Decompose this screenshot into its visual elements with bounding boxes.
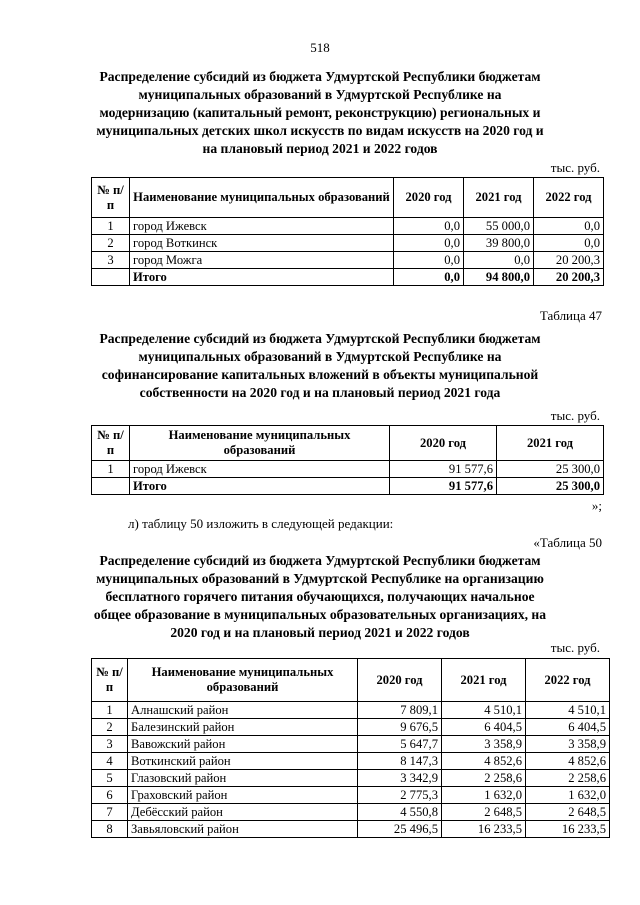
row-name: Глазовский район (128, 770, 358, 787)
table-row (92, 702, 610, 719)
row-2020: 4 550,8 (358, 804, 442, 821)
row-num: 4 (92, 753, 128, 770)
row-name: Алнашский район (128, 702, 358, 719)
total-2020: 91 577,6 (390, 478, 497, 495)
row-name: город Ижевск (130, 461, 390, 478)
row-num: 3 (92, 252, 130, 269)
row-2022: 4 510,1 (526, 702, 610, 719)
row-2022: 16 233,5 (526, 821, 610, 838)
row-name: Воткинский район (128, 753, 358, 770)
row-2022: 2 258,6 (526, 770, 610, 787)
title-line: муниципальных детских школ искусств по видам искусств на 2020 год и (96, 123, 544, 138)
row-2021: 3 358,9 (442, 736, 526, 753)
row-2020: 0,0 (394, 252, 464, 269)
header-num: № п/п (92, 178, 130, 218)
total-2020: 0,0 (394, 269, 464, 286)
title-line: Распределение субсидий из бюджета Удмуртской Республики бюджетам (99, 69, 541, 84)
section2-closing-quote: »; (591, 498, 602, 513)
row-name: Вавожский район (128, 736, 358, 753)
row-name: Балезинский район (128, 719, 358, 736)
row-name: Завьяловский район (128, 821, 358, 838)
row-num: 5 (92, 770, 128, 787)
table-total-row (92, 269, 604, 286)
table-row (92, 770, 610, 787)
header-num: № п/п (92, 659, 128, 702)
row-num: 1 (92, 218, 130, 235)
row-name: город Можга (130, 252, 394, 269)
row-num: 6 (92, 787, 128, 804)
row-2020: 5 647,7 (358, 736, 442, 753)
row-2022: 2 648,5 (526, 804, 610, 821)
row-2022: 0,0 (534, 235, 604, 252)
row-2020: 8 147,3 (358, 753, 442, 770)
row-2020: 25 496,5 (358, 821, 442, 838)
row-2022: 1 632,0 (526, 787, 610, 804)
row-2021: 4 852,6 (442, 753, 526, 770)
section3-unit: тыс. руб. (550, 640, 600, 655)
title-line: муниципальных образований в Удмуртской Республике на (138, 87, 502, 102)
title-line: софинансирование капитальных вложений в объекты муниципальной (101, 367, 539, 382)
row-num: 2 (92, 235, 130, 252)
title-line: собственности на 2020 год и на плановый период 2021 года (139, 385, 501, 400)
row-2021: 16 233,5 (442, 821, 526, 838)
row-2020: 91 577,6 (390, 461, 497, 478)
row-num: 7 (92, 804, 128, 821)
table-row (92, 461, 604, 478)
row-name: Граховский район (128, 787, 358, 804)
section2-title (90, 330, 550, 402)
title-line: модернизацию (капитальный ремонт, реконструкцию) региональных и (99, 105, 541, 120)
table-total-row (92, 478, 604, 495)
row-2022: 3 358,9 (526, 736, 610, 753)
title-line: на плановый период 2021 и 2022 годов (202, 141, 438, 156)
section2-unit: тыс. руб. (550, 408, 600, 423)
table-row (92, 821, 610, 838)
row-num: 2 (92, 719, 128, 736)
row-2021: 1 632,0 (442, 787, 526, 804)
title-line: Распределение субсидий из бюджета Удмуртской Республики бюджетам (99, 331, 541, 346)
table-row (92, 218, 604, 235)
header-2021: 2021 год (497, 426, 604, 461)
total-label: Итого (130, 478, 390, 495)
row-num: 8 (92, 821, 128, 838)
table-header-row (92, 178, 604, 218)
header-name: Наименование муниципальных образований (130, 178, 394, 218)
page-number: 518 (310, 40, 330, 55)
row-2021: 39 800,0 (464, 235, 534, 252)
section2-label: Таблица 47 (539, 308, 602, 323)
row-2020: 2 775,3 (358, 787, 442, 804)
row-2021: 2 648,5 (442, 804, 526, 821)
table-row (92, 235, 604, 252)
total-2021: 25 300,0 (497, 478, 604, 495)
table-row (92, 787, 610, 804)
table-row (92, 804, 610, 821)
row-num: 1 (92, 461, 130, 478)
header-2022: 2022 год (526, 659, 610, 702)
row-2021: 55 000,0 (464, 218, 534, 235)
section1-title (90, 68, 550, 158)
total-label: Итого (130, 269, 394, 286)
table-header-row (92, 426, 604, 461)
row-name: город Ижевск (130, 218, 394, 235)
row-2021: 4 510,1 (442, 702, 526, 719)
title-line: муниципальных образований в Удмуртской Республике на (138, 349, 502, 364)
header-2020: 2020 год (394, 178, 464, 218)
row-2020: 0,0 (394, 235, 464, 252)
row-2021: 6 404,5 (442, 719, 526, 736)
row-2022: 4 852,6 (526, 753, 610, 770)
header-2020: 2020 год (358, 659, 442, 702)
amendment-instruction: л) таблицу 50 изложить в следующей редакции: (128, 516, 394, 531)
row-2020: 9 676,5 (358, 719, 442, 736)
total-num-cell (92, 269, 130, 286)
title-line: Распределение субсидий из бюджета Удмуртской Республики бюджетам (99, 553, 541, 568)
table-row (92, 736, 610, 753)
row-2020: 0,0 (394, 218, 464, 235)
title-line: общее образование в муниципальных образовательных организациях, на (93, 607, 547, 622)
header-name: Наименование муниципальных образований (128, 659, 358, 702)
header-2021: 2021 год (442, 659, 526, 702)
total-2022: 20 200,3 (534, 269, 604, 286)
header-2021: 2021 год (464, 178, 534, 218)
header-2020: 2020 год (390, 426, 497, 461)
row-2020: 7 809,1 (358, 702, 442, 719)
section1-unit: тыс. руб. (550, 160, 600, 175)
section3-label: «Таблица 50 (533, 535, 602, 550)
header-2022: 2022 год (534, 178, 604, 218)
table-row (92, 252, 604, 269)
title-line: муниципальных образований в Удмуртской Республике на организацию (96, 571, 544, 586)
title-line: бесплатного горячего питания обучающихся, получающих начальное (105, 589, 535, 604)
section2-table (91, 425, 604, 495)
row-num: 3 (92, 736, 128, 753)
title-line: 2020 год и на плановый период 2021 и 2022 годов (170, 625, 470, 640)
section1-table (91, 177, 604, 286)
header-name: Наименование муниципальных образований (130, 426, 390, 461)
row-2021: 0,0 (464, 252, 534, 269)
total-2021: 94 800,0 (464, 269, 534, 286)
row-2022: 20 200,3 (534, 252, 604, 269)
total-num-cell (92, 478, 130, 495)
row-2022: 6 404,5 (526, 719, 610, 736)
table-row (92, 719, 610, 736)
row-2021: 2 258,6 (442, 770, 526, 787)
section3-title (90, 552, 550, 642)
row-num: 1 (92, 702, 128, 719)
header-num: № п/п (92, 426, 130, 461)
row-name: Дебёсский район (128, 804, 358, 821)
section3-table (91, 658, 610, 838)
row-2020: 3 342,9 (358, 770, 442, 787)
row-name: город Воткинск (130, 235, 394, 252)
table-row (92, 753, 610, 770)
row-2021: 25 300,0 (497, 461, 604, 478)
table-header-row (92, 659, 610, 702)
row-2022: 0,0 (534, 218, 604, 235)
